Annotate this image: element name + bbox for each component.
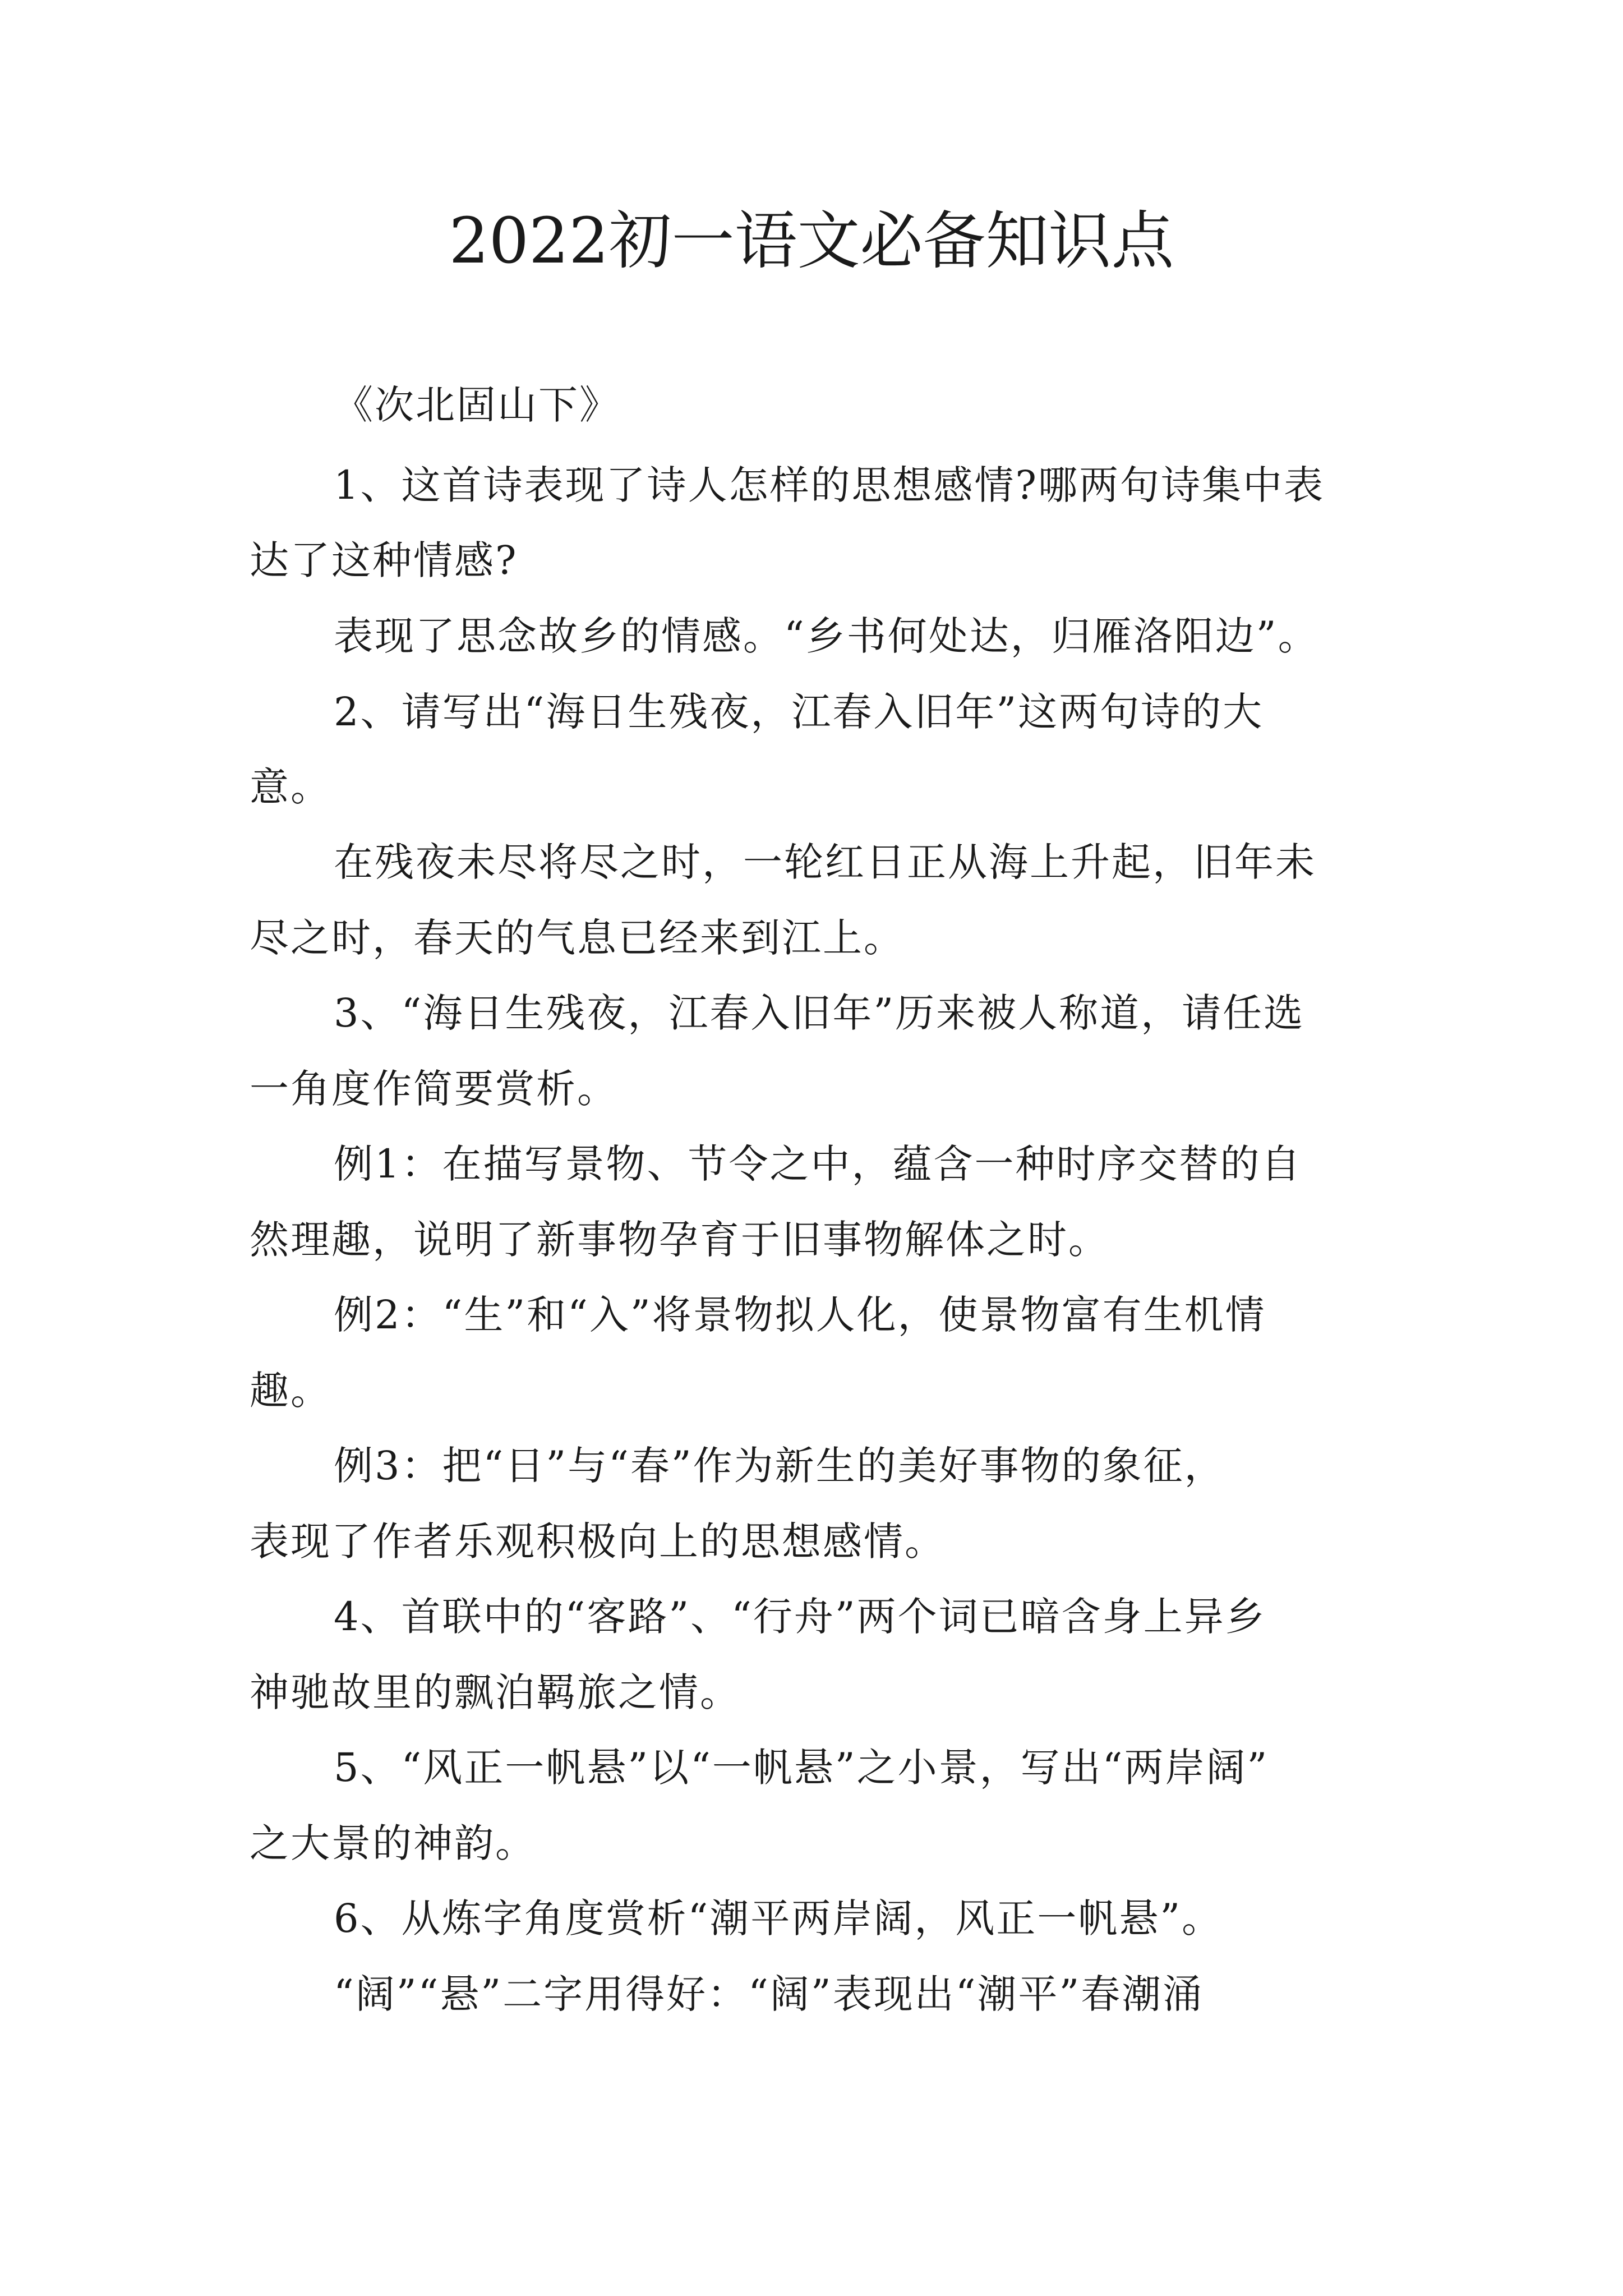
text-line: 神驰故里的飘泊羁旅之情。 (250, 1669, 741, 1715)
text-line: 1、这首诗表现了诗人怎样的思想感情?哪两句诗集中表 (334, 462, 1325, 508)
text-line: 表现了思念故乡的情感。“乡书何处达，归雁洛阳边”。 (334, 613, 1319, 659)
text-line: 在残夜未尽将尽之时，一轮红日正从海上升起，旧年未 (334, 839, 1316, 885)
text-line: 《次北固山下》 (334, 382, 620, 428)
text-line: 尽之时，春天的气息已经来到江上。 (250, 915, 905, 961)
text-line: 一角度作简要赏析。 (250, 1066, 618, 1112)
text-line: 2、请写出“海日生残夜，江春入旧年”这两句诗的大 (334, 689, 1264, 735)
text-line: 6、从炼字角度赏析“潮平两岸阔，风正一帆悬”。 (334, 1895, 1223, 1941)
text-line: 例2：“生”和“入”将景物拟人化，使景物富有生机情 (334, 1292, 1266, 1338)
text-line: 之大景的神韵。 (250, 1820, 536, 1866)
text-line: 达了这种情感? (250, 537, 518, 583)
text-line: “阔”“悬”二字用得好：“阔”表现出“潮平”春潮涌 (334, 1971, 1204, 2017)
text-line: 例1：在描写景物、节令之中，蕴含一种时序交替的自 (334, 1141, 1302, 1187)
text-line: 意。 (250, 764, 331, 810)
page-title: 2022初一语文必备知识点 (449, 205, 1174, 278)
text-line: 3、“海日生残夜，江春入旧年”历来被人称道，请任选 (334, 990, 1305, 1036)
text-line: 5、“风正一帆悬”以“一帆悬”之小景，写出“两岸阔” (334, 1745, 1269, 1791)
text-line: 然理趣，说明了新事物孕育于旧事物解体之时。 (250, 1217, 1109, 1263)
text-line: 4、首联中的“客路”、“行舟”两个词已暗含身上异乡 (334, 1594, 1266, 1640)
text-line: 表现了作者乐观积极向上的思想感情。 (250, 1519, 946, 1565)
text-line: 趣。 (250, 1368, 331, 1414)
text-line: 例3：把“日”与“春”作为新生的美好事物的象征， (334, 1443, 1225, 1489)
